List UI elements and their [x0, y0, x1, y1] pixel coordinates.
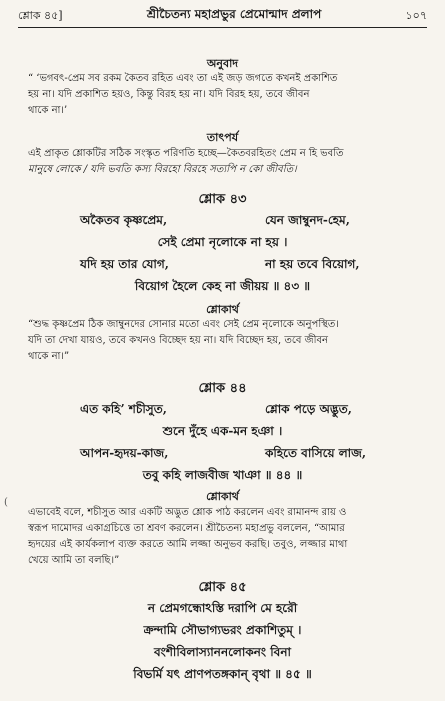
- text-line: স্বরূপ দামোদর একাগ্রচিত্তে তা শ্রবণ করলেন। শ্রীচৈতন্য মহাপ্রভু বললেন, “আমার: [28, 523, 345, 534]
- synonyms-heading: শ্লোকার্থ: [206, 490, 239, 503]
- verse-line: সেই প্রেমা নৃলোকে না হয় ।: [157, 235, 288, 249]
- verse-line: বিয়োগ হৈলে কেহ না জীয়য় ॥ ৪৩ ॥: [134, 279, 311, 293]
- verse-line: শ্লোক পড়ে অদ্ভুত,: [265, 402, 352, 416]
- text-line: এভাবেই বলে, শচীসুত আর একটি অদ্ভুত শ্লোক পাঠ করলেন এবং রামানন্দ রায় ও: [28, 507, 347, 518]
- synonyms-heading: শ্লোকার্থ: [206, 303, 239, 316]
- verse-line: যেন জাম্বুনদ-হেম,: [265, 213, 350, 227]
- verse-line: ক্রন্দামি সৌভাগ্যভরং প্রকাশিতুম্ ।: [143, 623, 302, 637]
- margin-mark: (: [4, 497, 8, 508]
- text-line: যদি তা দেখা যায়ও, তবে কখনও বিচ্ছেদ হয় না। যদি বিচ্ছেদ হয়, তবে জীবন: [28, 335, 328, 346]
- text-line: এই প্রাকৃত শ্লোকটির সঠিক সংস্কৃত পরিণতি হচ্ছে—কৈতবরহিতং প্রেম ন হি ভবতি: [28, 148, 344, 159]
- purport-heading: তাৎপর্য: [206, 131, 239, 144]
- text-line: খেয়ে আমি তা বলছি।”: [28, 555, 120, 566]
- text-line: মানুষে লোকে / যদি ভবতি কস্য বিরহো বিরহে সত্যপি ন কো জীবতি।: [28, 164, 297, 175]
- page-number: ১০৭: [405, 8, 427, 22]
- verse-line: যদি হয় তার যোগ,: [80, 257, 169, 271]
- verse-line: ন প্রেমগন্ধোঽস্তি দরাপি মে হরৌ: [147, 601, 298, 615]
- text-line: হৃদয়ের এই কার্যকলাপ ব্যক্ত করতে আমি লজ্জা অনুভব করছি। তবুও, লজ্জার মাথা: [28, 539, 348, 550]
- verse-line: অকৈতব কৃষ্ণপ্রেম,: [80, 213, 168, 227]
- purport-paragraph: [28, 146, 428, 178]
- meaning-paragraph: [28, 505, 428, 569]
- verse-line: তবু কহি লাজবীজ খাঞা ॥ ৪৪ ॥: [142, 468, 303, 482]
- header-verse-ref: শ্লোক ৪৫]: [18, 8, 63, 22]
- page-header: [18, 6, 427, 26]
- verse-43-heading: শ্লোক ৪৩: [198, 192, 247, 207]
- text-line: হয় না। যদি প্রকাশিত হয়ও, কিন্তু বিরহ হয় না। যদি বিরহ হয়, তবে জীবন: [28, 89, 310, 100]
- text-line: থাকে না।”: [28, 351, 70, 362]
- translation-paragraph: [28, 71, 428, 119]
- verse-line: শুনে দুঁহে এক-মন হঞা ।: [162, 424, 283, 438]
- verse-45-heading: শ্লোক ৪৫: [198, 580, 247, 595]
- verse-line: আপন-হৃদয়-কাজ,: [80, 446, 169, 460]
- text-line: “ ‘ভগবৎ-প্রেম সব রকম কৈতব রহিত এবং তা এই জড় জগতে কখনই প্রকাশিত: [28, 73, 338, 84]
- translation-heading: অনুবাদ: [206, 57, 239, 70]
- verse-line: এত কহি’ শচীসুত,: [80, 402, 167, 416]
- verse-line: কহিতে বাসিয়ে লাজ,: [265, 446, 367, 460]
- verse-line: বংশীবিলাস্যাননলোকনং বিনা: [153, 645, 292, 659]
- header-rule: [18, 27, 427, 28]
- verse-line: না হয় তবে বিয়োগ,: [265, 257, 360, 271]
- meaning-paragraph: [28, 317, 428, 365]
- verse-line: বিভর্মি যৎ প্রাণপতঙ্গকান্ বৃথা ॥ ৪৫ ॥: [133, 667, 312, 681]
- header-title: শ্রীচৈতন্য মহাপ্রভুর প্রেমোন্মাদ প্রলাপ: [146, 7, 322, 21]
- text-line: থাকে না।’: [28, 105, 68, 116]
- verse-44-heading: শ্লোক ৪৪: [198, 381, 247, 396]
- text-line: “শুদ্ধ কৃষ্ণপ্রেম ঠিক জাম্বুনদের সোনার মতো এবং সেই প্রেম নৃলোকে অনুপস্থিত।: [28, 319, 339, 330]
